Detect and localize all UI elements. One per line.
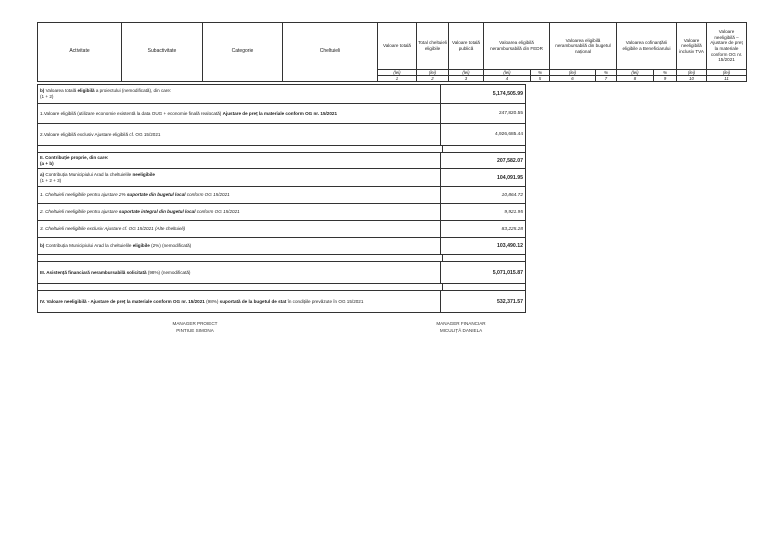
col-activitate: Activitate	[38, 23, 122, 82]
unit-cell: (lei)	[378, 70, 417, 76]
number-cell: 5	[531, 76, 550, 82]
unit-cell: (lei)	[417, 70, 449, 76]
unit-cell: (lei)	[617, 70, 654, 76]
unit-cell: (lei)	[449, 70, 484, 76]
row-neeligibile-2-procente	[37, 187, 526, 204]
row-b-contributie-eligibile	[37, 238, 526, 255]
unit-cell: (lei)	[677, 70, 707, 76]
number-cell: 6	[550, 76, 596, 82]
number-cell: 10	[677, 76, 707, 82]
row-value: 103,490.12	[497, 243, 523, 249]
row-label: III. Asistență financiară nerambursabilă solicitată (98%) (nemodificată)	[38, 262, 441, 283]
col-cofinantare: Valoarea cofinanțării eligibile a Beneficiarului	[617, 23, 677, 70]
row-label: II. Contribuție proprie, din care: (a + b)	[38, 153, 441, 168]
col-buget-national: Valoarea eligibilă nerambursabilă din bugetul național	[550, 23, 617, 70]
unit-cell: %	[531, 70, 550, 76]
row-1-ajustare-eligibila	[37, 104, 526, 124]
row-2-exclusiv-ajustare	[37, 124, 526, 146]
signature-title: MANAGER FINANCIAR	[436, 321, 486, 326]
number-cell: 11	[707, 76, 747, 82]
row-value: 5,174,505.99	[492, 91, 523, 97]
col-cheltuieli: Cheltuieli	[283, 23, 378, 82]
row-label: IV. Valoare neeligibilă - Ajustare de preț la materiale conform OG nr. 15/2021 (98%) suportată de la bugetul de stat în condițiile prevăzute în OG 15/2021	[38, 291, 441, 312]
row-label: 2.Valoare eligibilă exclusiv Ajustare eligibilă cf. OG 15/2021	[38, 124, 441, 145]
signature-project-manager	[150, 320, 240, 334]
row-value: 9,921.95	[504, 209, 523, 215]
col-subactivitate: Subactivitate	[122, 23, 203, 82]
col-valoare-totala: Valoare totală	[378, 23, 417, 70]
row-label: 1.Valoare eligibilă (utilizare economie existentă la data OUG + economie finală realocată) Ajustare de preț la materiale conform OG nr. 15/2021	[38, 104, 441, 123]
row-neeligibile-alte	[37, 221, 526, 238]
row-value: 10,864.72	[501, 192, 523, 198]
col-categorie: Categorie	[203, 23, 283, 82]
row-label: b) Valoarea totală eligibilă a proiectului (nemodificată), din care: (1 + 2)	[38, 85, 441, 103]
unit-cell: (lei)	[550, 70, 596, 76]
budget-header-table	[37, 22, 747, 82]
number-cell: 1	[378, 76, 417, 82]
row-value: 4,926,685.44	[494, 132, 523, 137]
signature-name: MICULIȚĂ DANIELA	[439, 328, 483, 333]
row-iv-valoare-neeligibila	[37, 291, 526, 313]
row-value: 532,371.57	[497, 298, 523, 305]
col-neeligibila-tva: Valoare neeligibilă inclusiv TVA	[677, 23, 707, 70]
unit-cell: (lei)	[707, 70, 747, 76]
summary-rows	[37, 84, 526, 313]
spacer-row	[37, 255, 526, 262]
row-label: 1. Cheltuieli neeligibile pentru ajustare 2% suportate din bugetul local conform OG 15/2021	[38, 187, 441, 203]
row-value: 247,820.55	[498, 111, 523, 116]
number-cell: 9	[654, 76, 677, 82]
row-label: 3. Cheltuieli neeligibile exclusiv Ajustare cf. OG 15/2021 (Alte cheltuieli)	[38, 221, 441, 237]
row-value: 5,071,015.87	[492, 269, 523, 276]
row-neeligibile-integral-local	[37, 204, 526, 221]
row-value: 83,225.28	[501, 226, 523, 232]
number-cell: 4	[484, 76, 531, 82]
spacer-row	[37, 284, 526, 291]
number-cell: 3	[449, 76, 484, 82]
row-iii-asistenta-financiara	[37, 262, 526, 284]
signature-financial-manager	[416, 320, 506, 334]
row-ii-contributie-proprie	[37, 153, 526, 169]
row-value: 104,091.95	[497, 174, 523, 181]
signature-name: PINTIUE SIMONA	[176, 328, 214, 333]
col-valoare-publica: Valoare totală publică	[449, 23, 484, 70]
signature-title: MANAGER PROIECT	[172, 321, 218, 326]
row-label: 2. Cheltuieli neeligibile pentru ajustare suportate integral din bugetul local conform OG 15/2021	[38, 204, 441, 220]
number-cell: 2	[417, 76, 449, 82]
row-label: a) Contribuția Municipiului Arad la cheltuielile neeligibile (1 + 2 + 3)	[38, 169, 441, 186]
unit-cell: %	[654, 70, 677, 76]
unit-cell: (lei)	[484, 70, 531, 76]
col-total-eligibile: Total cheltuieli eligibile	[417, 23, 449, 70]
col-neeligibila-ajustare: Valoare neeligibilă – Ajustare de preț la materiale conform OG nr. 15/2021	[707, 23, 747, 70]
spacer-row	[37, 146, 526, 153]
row-label: b) Contribuția Municipiului Arad la cheltuielile eligibile (2%) (nemodificată)	[38, 238, 441, 254]
unit-cell: %	[596, 70, 617, 76]
row-b-valoare-eligibila	[37, 84, 526, 104]
row-value: 207,582.07	[497, 157, 523, 164]
row-a-contributie-neeligibile	[37, 169, 526, 187]
number-cell: 7	[596, 76, 617, 82]
number-cell: 8	[617, 76, 654, 82]
col-fedr: Valoarea eligibilă nerambursabilă din FEDR	[484, 23, 550, 70]
